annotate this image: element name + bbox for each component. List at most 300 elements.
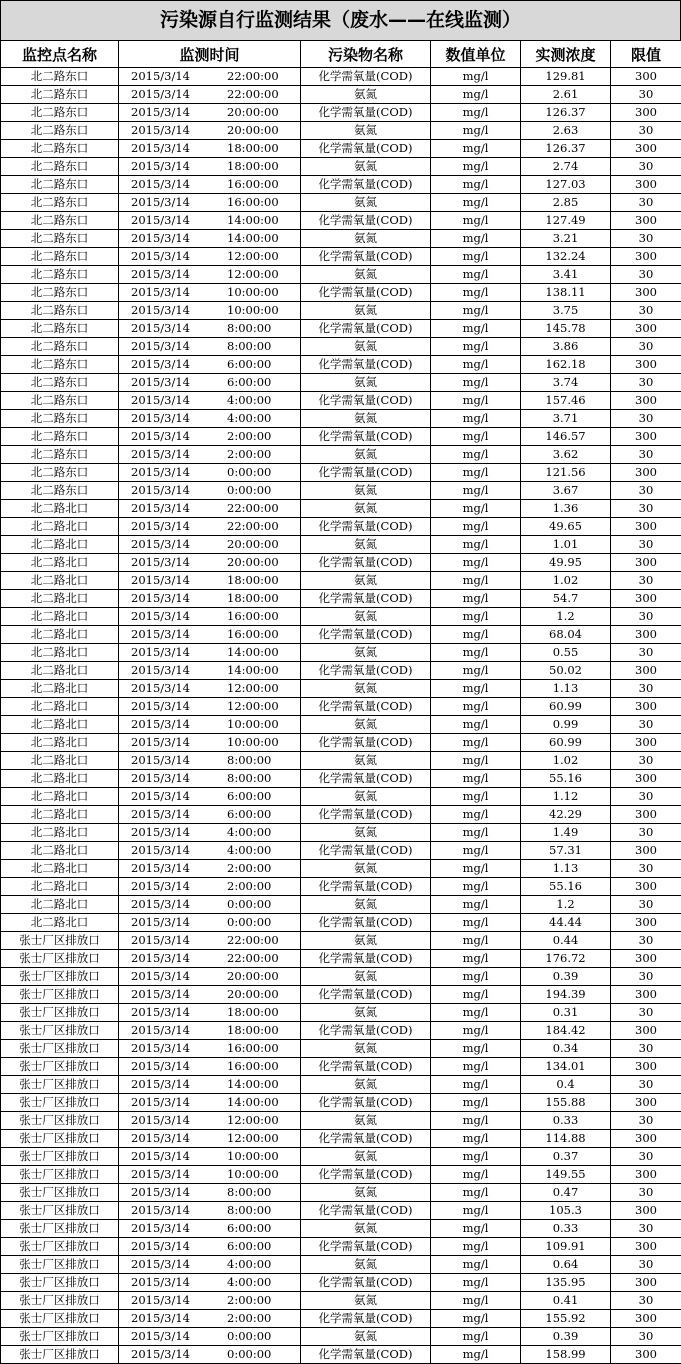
cell-pollutant-name: 氨氮 xyxy=(301,752,431,770)
cell-pollutant-name: 化学需氧量(COD) xyxy=(301,392,431,410)
cell-monitoring-time xyxy=(119,428,301,446)
cell-time: 16:00:00 xyxy=(227,1040,297,1057)
table-row xyxy=(1,428,681,446)
cell-time: 10:00:00 xyxy=(227,284,297,301)
cell-measured-concentration: 1.02 xyxy=(521,572,611,590)
cell-date: 2015/3/14 xyxy=(119,572,227,589)
cell-measured-concentration: 2.61 xyxy=(521,86,611,104)
cell-monitoring-point: 北二路东口 xyxy=(1,122,119,140)
cell-pollutant-name: 化学需氧量(COD) xyxy=(301,320,431,338)
table-row xyxy=(1,752,681,770)
cell-monitoring-point: 北二路北口 xyxy=(1,698,119,716)
cell-time: 10:00:00 xyxy=(227,302,297,319)
cell-monitoring-time xyxy=(119,896,301,914)
cell-date: 2015/3/14 xyxy=(119,878,227,895)
cell-pollutant-name: 化学需氧量(COD) xyxy=(301,1274,431,1292)
cell-pollutant-name: 化学需氧量(COD) xyxy=(301,518,431,536)
cell-limit: 300 xyxy=(611,356,681,374)
cell-measured-concentration: 145.78 xyxy=(521,320,611,338)
cell-pollutant-name: 氨氮 xyxy=(301,1112,431,1130)
cell-limit: 300 xyxy=(611,986,681,1004)
cell-date: 2015/3/14 xyxy=(119,1256,227,1273)
cell-date: 2015/3/14 xyxy=(119,518,227,535)
cell-monitoring-time xyxy=(119,374,301,392)
cell-time: 20:00:00 xyxy=(227,536,297,553)
cell-monitoring-time xyxy=(119,806,301,824)
cell-unit: mg/l xyxy=(431,1022,521,1040)
cell-date: 2015/3/14 xyxy=(119,1112,227,1129)
cell-measured-concentration: 1.12 xyxy=(521,788,611,806)
cell-time: 16:00:00 xyxy=(227,194,297,211)
cell-limit: 30 xyxy=(611,482,681,500)
cell-monitoring-point: 张士厂区排放口 xyxy=(1,1094,119,1112)
cell-date: 2015/3/14 xyxy=(119,806,227,823)
cell-limit: 300 xyxy=(611,1202,681,1220)
cell-unit: mg/l xyxy=(431,1184,521,1202)
cell-monitoring-point: 北二路北口 xyxy=(1,554,119,572)
cell-date: 2015/3/14 xyxy=(119,950,227,967)
cell-monitoring-point: 张士厂区排放口 xyxy=(1,1220,119,1238)
cell-monitoring-point: 张士厂区排放口 xyxy=(1,1310,119,1328)
cell-time: 18:00:00 xyxy=(227,158,297,175)
cell-measured-concentration: 149.55 xyxy=(521,1166,611,1184)
cell-pollutant-name: 氨氮 xyxy=(301,122,431,140)
cell-unit: mg/l xyxy=(431,1292,521,1310)
cell-time: 12:00:00 xyxy=(227,1112,297,1129)
cell-unit: mg/l xyxy=(431,1148,521,1166)
cell-time: 2:00:00 xyxy=(227,1310,297,1327)
cell-time: 6:00:00 xyxy=(227,806,297,823)
cell-unit: mg/l xyxy=(431,590,521,608)
cell-unit: mg/l xyxy=(431,752,521,770)
cell-pollutant-name: 化学需氧量(COD) xyxy=(301,662,431,680)
table-row xyxy=(1,806,681,824)
cell-measured-concentration: 44.44 xyxy=(521,914,611,932)
cell-monitoring-time xyxy=(119,914,301,932)
cell-time: 6:00:00 xyxy=(227,1238,297,1255)
cell-date: 2015/3/14 xyxy=(119,788,227,805)
cell-time: 8:00:00 xyxy=(227,770,297,787)
cell-time: 0:00:00 xyxy=(227,482,297,499)
table-row xyxy=(1,500,681,518)
cell-limit: 30 xyxy=(611,572,681,590)
cell-monitoring-point: 张士厂区排放口 xyxy=(1,1202,119,1220)
cell-monitoring-point: 张士厂区排放口 xyxy=(1,1256,119,1274)
cell-monitoring-point: 北二路北口 xyxy=(1,572,119,590)
cell-pollutant-name: 氨氮 xyxy=(301,482,431,500)
cell-monitoring-time xyxy=(119,1310,301,1328)
cell-unit: mg/l xyxy=(431,410,521,428)
cell-time: 2:00:00 xyxy=(227,446,297,463)
cell-pollutant-name: 化学需氧量(COD) xyxy=(301,1202,431,1220)
cell-monitoring-time xyxy=(119,140,301,158)
cell-unit: mg/l xyxy=(431,788,521,806)
cell-time: 4:00:00 xyxy=(227,410,297,427)
cell-time: 20:00:00 xyxy=(227,104,297,121)
cell-limit: 30 xyxy=(611,1148,681,1166)
cell-monitoring-time xyxy=(119,320,301,338)
cell-unit: mg/l xyxy=(431,140,521,158)
cell-limit: 30 xyxy=(611,644,681,662)
cell-monitoring-point: 张士厂区排放口 xyxy=(1,932,119,950)
cell-monitoring-point: 北二路东口 xyxy=(1,266,119,284)
cell-measured-concentration: 49.95 xyxy=(521,554,611,572)
cell-monitoring-time xyxy=(119,590,301,608)
cell-limit: 300 xyxy=(611,914,681,932)
cell-monitoring-time xyxy=(119,1040,301,1058)
cell-monitoring-time xyxy=(119,1058,301,1076)
cell-unit: mg/l xyxy=(431,1058,521,1076)
cell-monitoring-time xyxy=(119,626,301,644)
table-row xyxy=(1,842,681,860)
cell-monitoring-time xyxy=(119,932,301,950)
cell-time: 8:00:00 xyxy=(227,1202,297,1219)
table-row xyxy=(1,770,681,788)
cell-date: 2015/3/14 xyxy=(119,1004,227,1021)
cell-date: 2015/3/14 xyxy=(119,1166,227,1183)
cell-monitoring-point: 北二路北口 xyxy=(1,842,119,860)
cell-monitoring-time xyxy=(119,248,301,266)
cell-monitoring-point: 北二路北口 xyxy=(1,806,119,824)
cell-monitoring-point: 北二路东口 xyxy=(1,158,119,176)
cell-unit: mg/l xyxy=(431,734,521,752)
cell-measured-concentration: 157.46 xyxy=(521,392,611,410)
cell-unit: mg/l xyxy=(431,320,521,338)
cell-pollutant-name: 化学需氧量(COD) xyxy=(301,356,431,374)
cell-monitoring-time xyxy=(119,356,301,374)
cell-monitoring-time xyxy=(119,860,301,878)
cell-monitoring-point: 北二路北口 xyxy=(1,644,119,662)
cell-monitoring-point: 张士厂区排放口 xyxy=(1,1328,119,1346)
cell-time: 22:00:00 xyxy=(227,932,297,949)
cell-unit: mg/l xyxy=(431,1112,521,1130)
cell-monitoring-time xyxy=(119,104,301,122)
table-row xyxy=(1,284,681,302)
cell-date: 2015/3/14 xyxy=(119,1094,227,1111)
cell-monitoring-time xyxy=(119,1022,301,1040)
cell-time: 20:00:00 xyxy=(227,968,297,985)
cell-measured-concentration: 0.39 xyxy=(521,1328,611,1346)
cell-measured-concentration: 3.41 xyxy=(521,266,611,284)
cell-monitoring-time xyxy=(119,1202,301,1220)
cell-unit: mg/l xyxy=(431,230,521,248)
cell-date: 2015/3/14 xyxy=(119,392,227,409)
cell-limit: 30 xyxy=(611,1112,681,1130)
cell-pollutant-name: 化学需氧量(COD) xyxy=(301,1310,431,1328)
cell-monitoring-point: 北二路东口 xyxy=(1,338,119,356)
cell-pollutant-name: 氨氮 xyxy=(301,338,431,356)
cell-limit: 300 xyxy=(611,1274,681,1292)
cell-monitoring-time xyxy=(119,158,301,176)
cell-time: 0:00:00 xyxy=(227,1328,297,1345)
cell-date: 2015/3/14 xyxy=(119,104,227,121)
cell-monitoring-time xyxy=(119,1220,301,1238)
cell-pollutant-name: 氨氮 xyxy=(301,644,431,662)
cell-monitoring-point: 张士厂区排放口 xyxy=(1,1238,119,1256)
cell-pollutant-name: 化学需氧量(COD) xyxy=(301,770,431,788)
cell-measured-concentration: 0.33 xyxy=(521,1220,611,1238)
cell-pollutant-name: 化学需氧量(COD) xyxy=(301,1058,431,1076)
cell-date: 2015/3/14 xyxy=(119,356,227,373)
cell-time: 16:00:00 xyxy=(227,626,297,643)
cell-monitoring-time xyxy=(119,1256,301,1274)
cell-unit: mg/l xyxy=(431,1004,521,1022)
cell-date: 2015/3/14 xyxy=(119,176,227,193)
cell-monitoring-point: 北二路北口 xyxy=(1,662,119,680)
cell-date: 2015/3/14 xyxy=(119,752,227,769)
cell-pollutant-name: 氨氮 xyxy=(301,302,431,320)
cell-monitoring-point: 北二路北口 xyxy=(1,824,119,842)
cell-date: 2015/3/14 xyxy=(119,500,227,517)
cell-limit: 300 xyxy=(611,518,681,536)
cell-date: 2015/3/14 xyxy=(119,626,227,643)
cell-limit: 30 xyxy=(611,824,681,842)
cell-time: 4:00:00 xyxy=(227,1274,297,1291)
table-row xyxy=(1,176,681,194)
cell-measured-concentration: 0.31 xyxy=(521,1004,611,1022)
cell-date: 2015/3/14 xyxy=(119,410,227,427)
cell-date: 2015/3/14 xyxy=(119,446,227,463)
cell-measured-concentration: 109.91 xyxy=(521,1238,611,1256)
cell-monitoring-point: 张士厂区排放口 xyxy=(1,950,119,968)
cell-monitoring-time xyxy=(119,752,301,770)
cell-limit: 30 xyxy=(611,1328,681,1346)
cell-time: 14:00:00 xyxy=(227,1076,297,1093)
cell-pollutant-name: 氨氮 xyxy=(301,86,431,104)
cell-measured-concentration: 0.55 xyxy=(521,644,611,662)
cell-date: 2015/3/14 xyxy=(119,1346,227,1363)
cell-date: 2015/3/14 xyxy=(119,932,227,949)
table-row xyxy=(1,482,681,500)
cell-time: 8:00:00 xyxy=(227,338,297,355)
table-row xyxy=(1,86,681,104)
cell-measured-concentration: 3.21 xyxy=(521,230,611,248)
cell-unit: mg/l xyxy=(431,842,521,860)
cell-pollutant-name: 氨氮 xyxy=(301,968,431,986)
table-row xyxy=(1,248,681,266)
cell-monitoring-point: 北二路北口 xyxy=(1,590,119,608)
cell-limit: 300 xyxy=(611,428,681,446)
cell-time: 22:00:00 xyxy=(227,68,297,85)
cell-time: 12:00:00 xyxy=(227,1130,297,1147)
table-row xyxy=(1,446,681,464)
cell-pollutant-name: 化学需氧量(COD) xyxy=(301,284,431,302)
header-monitoring-time: 监测时间 xyxy=(119,41,301,68)
table-row xyxy=(1,878,681,896)
cell-pollutant-name: 化学需氧量(COD) xyxy=(301,176,431,194)
cell-unit: mg/l xyxy=(431,1310,521,1328)
table-row xyxy=(1,1112,681,1130)
cell-unit: mg/l xyxy=(431,1238,521,1256)
cell-limit: 30 xyxy=(611,536,681,554)
cell-limit: 300 xyxy=(611,626,681,644)
cell-unit: mg/l xyxy=(431,158,521,176)
cell-date: 2015/3/14 xyxy=(119,140,227,157)
cell-time: 6:00:00 xyxy=(227,788,297,805)
cell-date: 2015/3/14 xyxy=(119,824,227,841)
cell-monitoring-time xyxy=(119,662,301,680)
cell-pollutant-name: 化学需氧量(COD) xyxy=(301,428,431,446)
cell-time: 12:00:00 xyxy=(227,680,297,697)
cell-unit: mg/l xyxy=(431,572,521,590)
cell-date: 2015/3/14 xyxy=(119,698,227,715)
cell-time: 12:00:00 xyxy=(227,266,297,283)
header-limit: 限值 xyxy=(611,41,681,68)
cell-unit: mg/l xyxy=(431,86,521,104)
table-row xyxy=(1,590,681,608)
cell-date: 2015/3/14 xyxy=(119,1292,227,1309)
cell-monitoring-point: 张士厂区排放口 xyxy=(1,1184,119,1202)
header-row xyxy=(1,41,681,68)
cell-pollutant-name: 氨氮 xyxy=(301,410,431,428)
cell-date: 2015/3/14 xyxy=(119,248,227,265)
cell-time: 2:00:00 xyxy=(227,428,297,445)
cell-measured-concentration: 126.37 xyxy=(521,140,611,158)
cell-monitoring-point: 北二路北口 xyxy=(1,914,119,932)
cell-limit: 300 xyxy=(611,554,681,572)
cell-monitoring-time xyxy=(119,302,301,320)
cell-measured-concentration: 3.67 xyxy=(521,482,611,500)
cell-monitoring-time xyxy=(119,554,301,572)
cell-pollutant-name: 化学需氧量(COD) xyxy=(301,878,431,896)
cell-time: 4:00:00 xyxy=(227,392,297,409)
table-row xyxy=(1,104,681,122)
cell-limit: 30 xyxy=(611,500,681,518)
cell-monitoring-point: 张士厂区排放口 xyxy=(1,1130,119,1148)
cell-time: 10:00:00 xyxy=(227,716,297,733)
cell-measured-concentration: 50.02 xyxy=(521,662,611,680)
cell-monitoring-point: 北二路北口 xyxy=(1,896,119,914)
table-row xyxy=(1,230,681,248)
cell-measured-concentration: 127.49 xyxy=(521,212,611,230)
cell-unit: mg/l xyxy=(431,698,521,716)
cell-unit: mg/l xyxy=(431,986,521,1004)
cell-pollutant-name: 化学需氧量(COD) xyxy=(301,104,431,122)
cell-pollutant-name: 氨氮 xyxy=(301,860,431,878)
cell-unit: mg/l xyxy=(431,266,521,284)
cell-unit: mg/l xyxy=(431,860,521,878)
cell-date: 2015/3/14 xyxy=(119,1238,227,1255)
cell-pollutant-name: 氨氮 xyxy=(301,1328,431,1346)
cell-unit: mg/l xyxy=(431,122,521,140)
cell-measured-concentration: 1.13 xyxy=(521,860,611,878)
cell-limit: 30 xyxy=(611,158,681,176)
cell-limit: 300 xyxy=(611,1130,681,1148)
cell-measured-concentration: 155.92 xyxy=(521,1310,611,1328)
cell-monitoring-point: 北二路东口 xyxy=(1,482,119,500)
cell-date: 2015/3/14 xyxy=(119,914,227,931)
cell-date: 2015/3/14 xyxy=(119,1148,227,1165)
cell-monitoring-point: 张士厂区排放口 xyxy=(1,1022,119,1040)
table-row xyxy=(1,194,681,212)
cell-date: 2015/3/14 xyxy=(119,1058,227,1075)
cell-unit: mg/l xyxy=(431,302,521,320)
table-row xyxy=(1,392,681,410)
cell-unit: mg/l xyxy=(431,1346,521,1364)
cell-measured-concentration: 0.33 xyxy=(521,1112,611,1130)
cell-monitoring-point: 北二路东口 xyxy=(1,176,119,194)
cell-limit: 30 xyxy=(611,932,681,950)
cell-unit: mg/l xyxy=(431,662,521,680)
cell-monitoring-time xyxy=(119,1166,301,1184)
cell-pollutant-name: 化学需氧量(COD) xyxy=(301,590,431,608)
cell-monitoring-point: 北二路北口 xyxy=(1,860,119,878)
cell-date: 2015/3/14 xyxy=(119,1310,227,1327)
table-row xyxy=(1,266,681,284)
cell-monitoring-time xyxy=(119,1238,301,1256)
cell-date: 2015/3/14 xyxy=(119,896,227,913)
cell-date: 2015/3/14 xyxy=(119,338,227,355)
cell-date: 2015/3/14 xyxy=(119,374,227,391)
cell-measured-concentration: 114.88 xyxy=(521,1130,611,1148)
cell-monitoring-point: 张士厂区排放口 xyxy=(1,1058,119,1076)
cell-pollutant-name: 化学需氧量(COD) xyxy=(301,1130,431,1148)
cell-measured-concentration: 3.75 xyxy=(521,302,611,320)
table-row xyxy=(1,1166,681,1184)
cell-pollutant-name: 氨氮 xyxy=(301,716,431,734)
cell-date: 2015/3/14 xyxy=(119,1274,227,1291)
table-row xyxy=(1,968,681,986)
cell-date: 2015/3/14 xyxy=(119,644,227,661)
cell-time: 22:00:00 xyxy=(227,86,297,103)
cell-monitoring-time xyxy=(119,1148,301,1166)
cell-measured-concentration: 0.47 xyxy=(521,1184,611,1202)
cell-measured-concentration: 155.88 xyxy=(521,1094,611,1112)
table-row xyxy=(1,1256,681,1274)
cell-limit: 300 xyxy=(611,68,681,86)
cell-limit: 300 xyxy=(611,212,681,230)
cell-monitoring-time xyxy=(119,698,301,716)
cell-limit: 30 xyxy=(611,266,681,284)
table-row xyxy=(1,1148,681,1166)
cell-monitoring-time xyxy=(119,464,301,482)
cell-monitoring-point: 北二路北口 xyxy=(1,626,119,644)
cell-date: 2015/3/14 xyxy=(119,302,227,319)
cell-monitoring-point: 张士厂区排放口 xyxy=(1,1004,119,1022)
cell-measured-concentration: 1.01 xyxy=(521,536,611,554)
cell-time: 18:00:00 xyxy=(227,590,297,607)
cell-limit: 30 xyxy=(611,968,681,986)
cell-time: 0:00:00 xyxy=(227,896,297,913)
cell-monitoring-point: 张士厂区排放口 xyxy=(1,1076,119,1094)
cell-unit: mg/l xyxy=(431,446,521,464)
cell-date: 2015/3/14 xyxy=(119,968,227,985)
cell-measured-concentration: 2.74 xyxy=(521,158,611,176)
cell-monitoring-point: 张士厂区排放口 xyxy=(1,1292,119,1310)
cell-pollutant-name: 氨氮 xyxy=(301,1076,431,1094)
cell-monitoring-time xyxy=(119,680,301,698)
table-row xyxy=(1,1328,681,1346)
cell-unit: mg/l xyxy=(431,374,521,392)
cell-limit: 300 xyxy=(611,590,681,608)
cell-measured-concentration: 127.03 xyxy=(521,176,611,194)
cell-limit: 30 xyxy=(611,896,681,914)
cell-measured-concentration: 135.95 xyxy=(521,1274,611,1292)
cell-date: 2015/3/14 xyxy=(119,716,227,733)
cell-limit: 300 xyxy=(611,1058,681,1076)
cell-monitoring-time xyxy=(119,1292,301,1310)
cell-time: 4:00:00 xyxy=(227,842,297,859)
cell-limit: 300 xyxy=(611,1346,681,1364)
cell-date: 2015/3/14 xyxy=(119,590,227,607)
cell-limit: 300 xyxy=(611,1166,681,1184)
cell-monitoring-time xyxy=(119,878,301,896)
table-row xyxy=(1,338,681,356)
cell-monitoring-point: 北二路北口 xyxy=(1,770,119,788)
header-measured-concentration: 实测浓度 xyxy=(521,41,611,68)
cell-time: 0:00:00 xyxy=(227,914,297,931)
cell-time: 10:00:00 xyxy=(227,1148,297,1165)
